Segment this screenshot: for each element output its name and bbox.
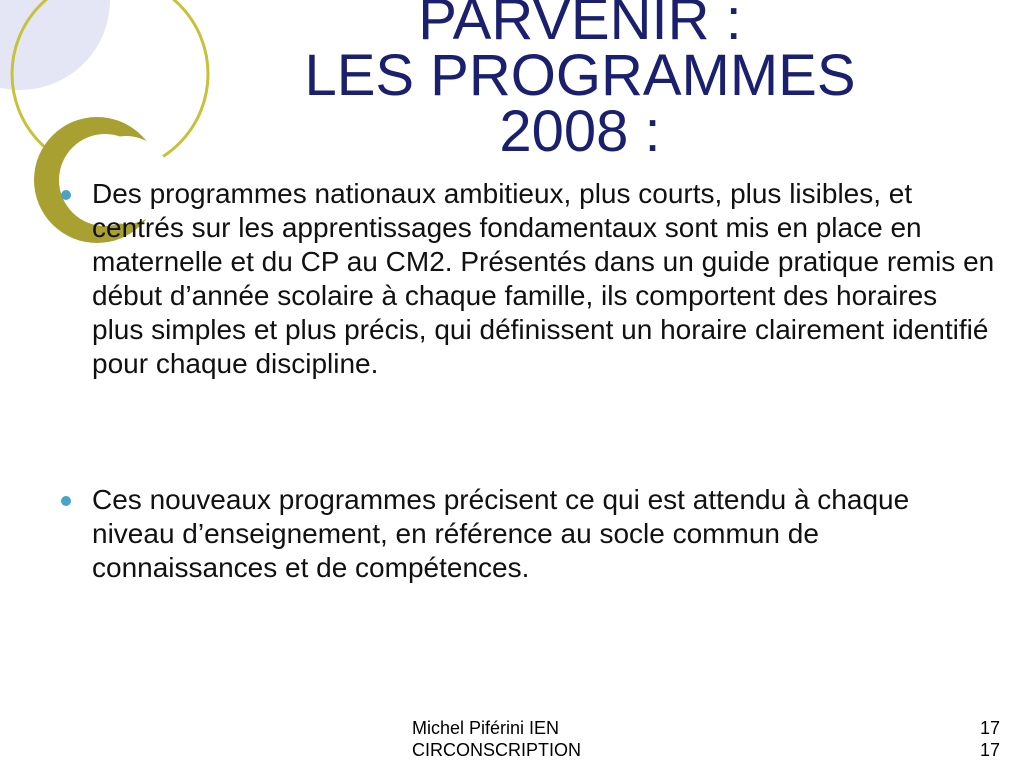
- bullet-item: [60, 177, 995, 381]
- bullet-dot-icon: [61, 496, 71, 506]
- title-line: LES PROGRAMMES: [304, 43, 856, 108]
- bullet-dot-icon: [61, 190, 71, 200]
- footer-author: [412, 717, 652, 761]
- bullet-text: Ces nouveaux programmes précisent ce qui est attendu à chaque niveau d’enseignement, en référence au socle commun de connaissances et de compétences.: [92, 484, 910, 583]
- page-number: 17: [979, 740, 1000, 760]
- slide-page-number: [960, 717, 1000, 761]
- footer-author-line: CIRCONSCRIPTION: [412, 740, 582, 760]
- title-line: PARVENIR :: [418, 0, 742, 52]
- bullet-list: [60, 177, 995, 585]
- page-number: 17: [979, 718, 1000, 738]
- footer-author-line: Michel Piférini IEN: [412, 718, 560, 738]
- bullet-item: [60, 483, 995, 585]
- bullet-text: Des programmes nationaux ambitieux, plus courts, plus lisibles, et centrés sur les apprentissages fondamentaux sont mis en place en maternelle et du CP au CM2. Présentés dans un guide pratique remis en début d’année scolaire à chaque famille, ils comportent des horaires plus simples et plus précis, qui définissent un horaire clairement identifié pour chaque discipline.: [92, 178, 995, 379]
- slide-title: [210, 0, 950, 164]
- title-line: 2008 :: [499, 99, 661, 164]
